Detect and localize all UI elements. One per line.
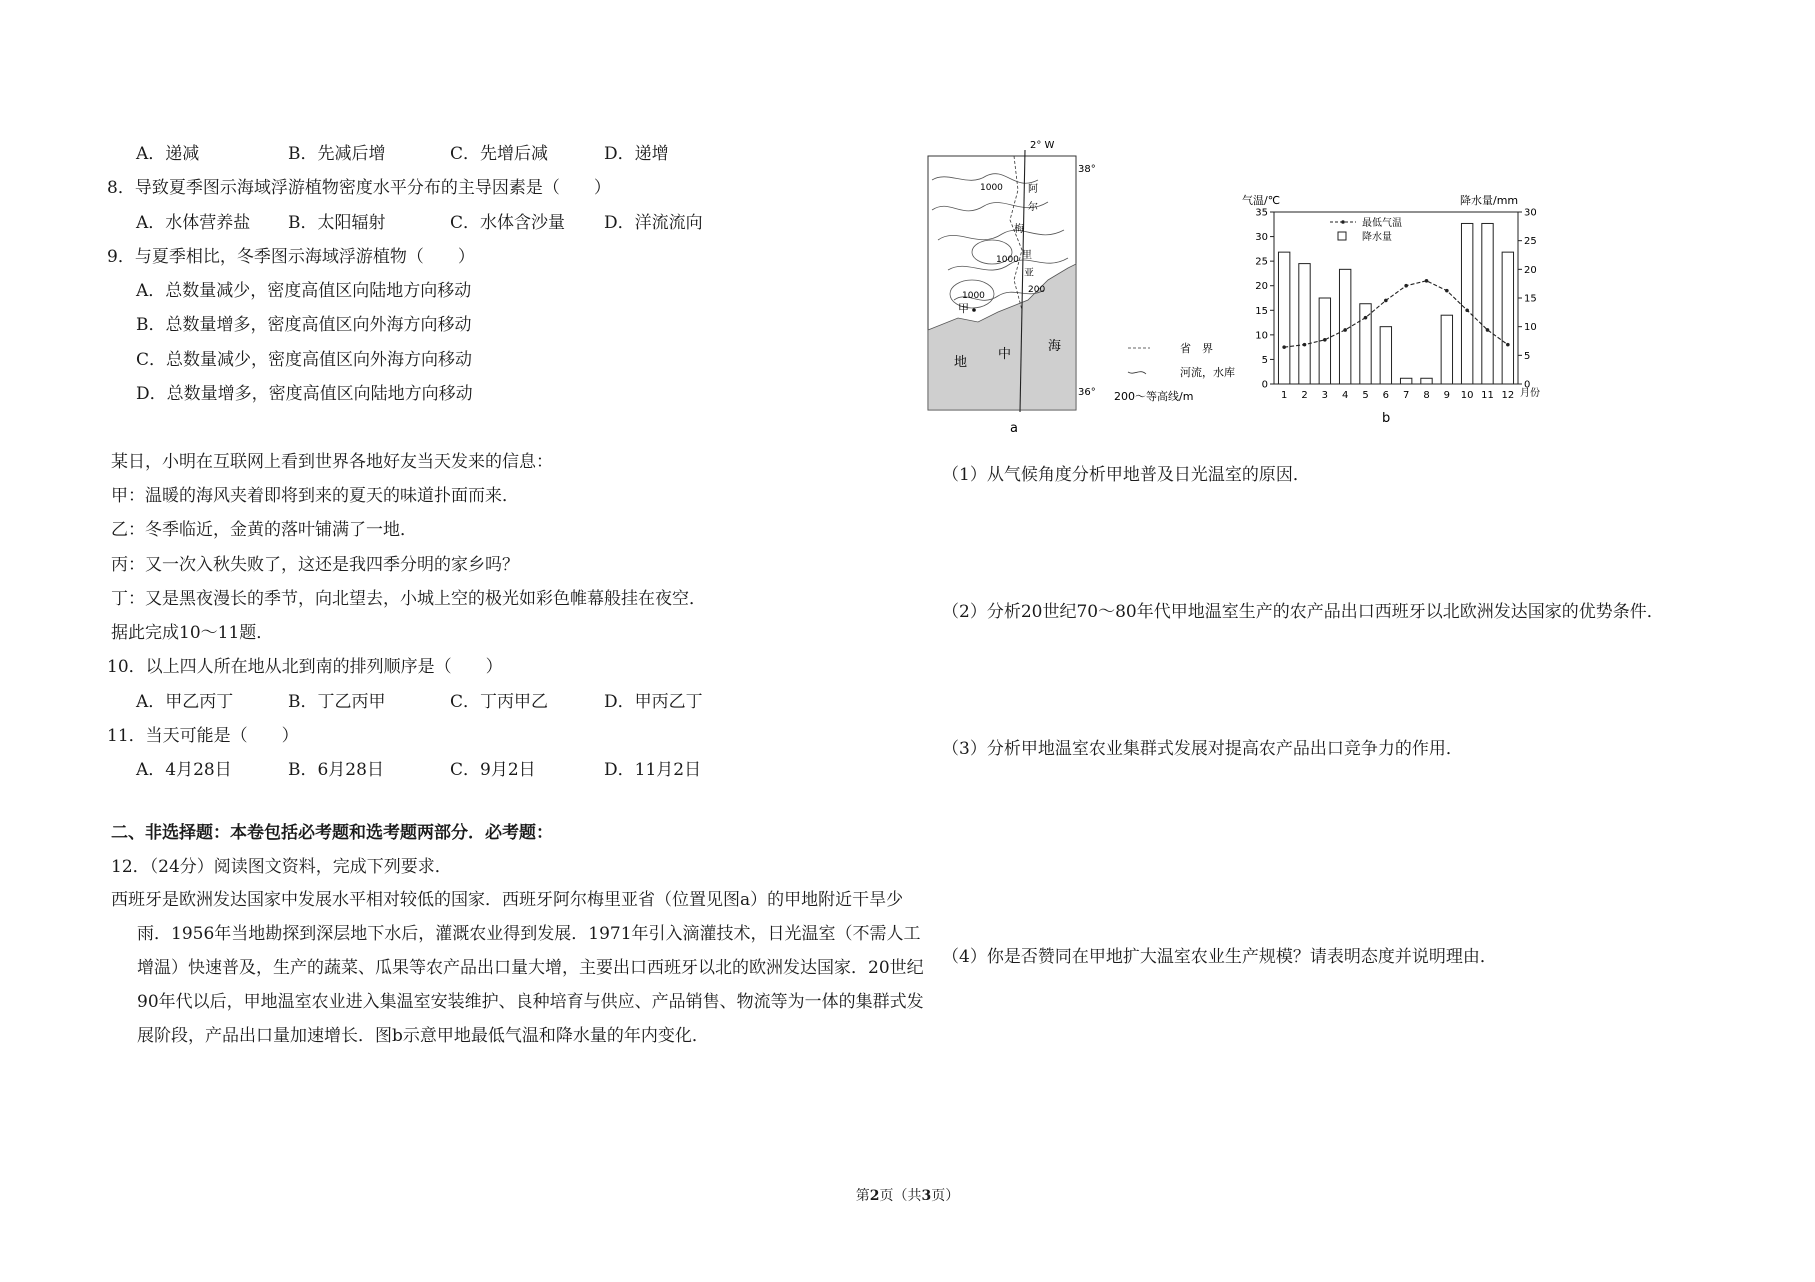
q12-sub4: （4）你是否赞同在甲地扩大温室农业生产规模？请表明态度并说明理由． — [942, 947, 1497, 967]
chart-point-temp — [1445, 289, 1449, 293]
map-sea-char: 海 — [1048, 339, 1062, 354]
q12-stem: 12．（24分）阅读图文资料，完成下列要求． — [111, 857, 452, 877]
chart-xtick-label: 4 — [1341, 390, 1349, 401]
legend-river-label: 河流，水库 — [1180, 366, 1235, 379]
chart-point-temp — [1425, 279, 1429, 283]
map-place-jia: 甲 — [958, 302, 969, 315]
q10-option-d: D．甲丙乙丁 — [604, 692, 703, 712]
q8-option-d: D．洋流流向 — [604, 213, 703, 233]
q8-option-a: A．水体营养盐 — [136, 213, 251, 233]
chart-bar-precip — [1421, 378, 1432, 384]
chart-xtick-label: 6 — [1382, 390, 1390, 401]
map-region-char: 尔 — [1028, 202, 1038, 213]
chart-xtick-label: 1 — [1280, 390, 1288, 401]
chart-caption: b — [1382, 411, 1391, 426]
q12-sub1: （1）从气候角度分析甲地普及日光温室的原因． — [942, 465, 1310, 485]
q11-option-b: B．6月28日 — [288, 760, 384, 780]
legend-contour-label: 200～等高线/m — [1114, 390, 1194, 403]
q8-option-b: B．太阳辐射 — [288, 213, 386, 233]
map-contour-label: 1000 — [980, 183, 1003, 193]
section2-heading: 二、非选择题：本卷包括必考题和选考题两部分．必考题： — [111, 823, 553, 843]
chart-ylabel-right: 降水量/mm — [1460, 194, 1519, 207]
map-lon-label: 2° W — [1030, 140, 1055, 151]
chart-bar-precip — [1461, 223, 1472, 384]
map-sea-char: 中 — [998, 347, 1012, 362]
q12-material: 西班牙是欧洲发达国家中发展水平相对较低的国家．西班牙阿尔梅里亚省（位置见图a）的甲地附近干旱少雨．1956年当地勘探到深层地下水后，灌溉农业得到发展．1971年引入滴灌技术，日光温室（不需人工增温）快速普及，生产的蔬菜、瓜果等农产品出口量大增，主要出口西班牙以北的欧洲发达国家．20世纪90年代以后，甲地温室农业进入集温室安装维护、良种培育与供应、产品销售、物流等为一体的集群式发展阶段，产品出口量加速增长．图b示意甲地最低气温和降水量的年内变化． — [111, 890, 924, 1046]
q10-option-a: A．甲乙丙丁 — [136, 692, 234, 712]
intro-task: 据此完成10～11题． — [111, 623, 274, 643]
chart-xtick-label: 9 — [1443, 390, 1451, 401]
chart-xtick-label: 10 — [1460, 390, 1474, 401]
chart-bar-precip — [1380, 327, 1391, 384]
chart-ytick-label-left: 20 — [1255, 281, 1268, 293]
chart-bar-precip — [1278, 252, 1289, 384]
intro-bing: 丙：又一次入秋失败了，这还是我四季分明的家乡吗？ — [111, 555, 519, 575]
map-region-char: 阿 — [1028, 184, 1038, 195]
chart-xtick-label: 5 — [1362, 390, 1369, 401]
q9-option-b: B．总数量增多，密度高值区向外海方向移动 — [136, 315, 472, 335]
chart-point-temp — [1323, 338, 1327, 342]
q11-stem: 11．当天可能是（ ） — [107, 726, 299, 746]
q10-option-c: C．丁丙甲乙 — [450, 692, 549, 712]
chart-ytick-label-left: 30 — [1255, 232, 1268, 244]
legend-temp-dot — [1341, 220, 1345, 224]
map-region-char: 亚 — [1024, 268, 1034, 279]
page-footer — [0, 1185, 1815, 1205]
chart-ytick-label-right: 10 — [1524, 322, 1537, 334]
q11-option-d: D．11月2日 — [604, 760, 702, 780]
q9-stem: 9．与夏季相比，冬季图示海域浮游植物（ ） — [107, 247, 475, 267]
map-figure-a — [918, 140, 1248, 440]
map-region-char: 梅 — [1014, 224, 1024, 235]
q9-option-d: D．总数量增多，密度高值区向陆地方向移动 — [136, 384, 473, 404]
legend-precip-label: 降水量 — [1362, 232, 1392, 243]
legend-river-symbol — [1128, 372, 1146, 374]
chart-line-temp — [1284, 281, 1508, 347]
map-contour-label: 200 — [1028, 285, 1046, 295]
map-lat-bottom: 36° — [1078, 387, 1096, 398]
footer-total-pages: 3 — [921, 1188, 932, 1204]
chart-point-temp — [1343, 328, 1347, 332]
q7-option-b: B．先减后增 — [288, 144, 386, 164]
chart-ytick-label-left: 0 — [1261, 379, 1268, 391]
map-sea-char: 地 — [954, 355, 968, 370]
chart-point-temp — [1404, 284, 1408, 288]
chart-point-temp — [1506, 343, 1510, 347]
q7-option-c: C．先增后减 — [450, 144, 549, 164]
q8-stem: 8．导致夏季图示海域浮游植物密度水平分布的主导因素是（ ） — [107, 178, 611, 198]
q10-option-b: B．丁乙丙甲 — [288, 692, 386, 712]
chart-bar-precip — [1441, 315, 1452, 384]
intro-jia: 甲：温暖的海风夹着即将到来的夏天的味道扑面而来． — [111, 486, 519, 506]
chart-bar-precip — [1299, 264, 1310, 384]
chart-bar-precip — [1502, 252, 1513, 384]
q9-option-c: C．总数量减少，密度高值区向外海方向移动 — [136, 350, 473, 370]
chart-point-temp — [1364, 316, 1368, 320]
chart-xtick-label: 12 — [1501, 390, 1515, 401]
footer-post: 页） — [931, 1188, 960, 1204]
map-place-dot — [972, 308, 976, 312]
q11-option-a: A．4月28日 — [136, 760, 232, 780]
intro-yi: 乙：冬季临近，金黄的落叶铺满了一地． — [111, 520, 417, 540]
map-region-char: 里 — [1022, 250, 1032, 261]
chart-point-temp — [1465, 308, 1469, 312]
q7-option-a: A．递减 — [136, 144, 200, 164]
chart-bar-precip — [1482, 223, 1493, 384]
chart-point-temp — [1282, 345, 1286, 349]
chart-ytick-label-right: 5 — [1524, 350, 1531, 362]
chart-ytick-label-right: 20 — [1524, 264, 1537, 276]
chart-ytick-label-left: 25 — [1255, 256, 1268, 268]
intro-lead: 某日，小明在互联网上看到世界各地好友当天发来的信息： — [111, 452, 553, 472]
chart-xtick-label: 7 — [1402, 390, 1410, 401]
chart-ylabel-left: 气温/℃ — [1242, 194, 1281, 207]
q8-option-c: C．水体含沙量 — [450, 213, 566, 233]
map-contour-label: 1000 — [962, 291, 985, 301]
footer-pre: 第 — [855, 1188, 870, 1204]
map-caption: a — [1010, 421, 1018, 436]
chart-xtick-label: 2 — [1301, 390, 1308, 401]
climate-chart-b — [1240, 190, 1560, 430]
map-lat-top: 38° — [1078, 164, 1096, 175]
chart-point-temp — [1303, 343, 1307, 347]
chart-point-temp — [1384, 299, 1388, 303]
q12-sub2: （2）分析20世纪70～80年代甲地温室生产的农产品出口西班牙以北欧洲发达国家的优势条件． — [942, 602, 1664, 622]
chart-xtick-label: 3 — [1321, 390, 1329, 401]
chart-xtick-label: 11 — [1481, 390, 1494, 401]
chart-ytick-label-left: 10 — [1255, 330, 1268, 342]
map-contour-label: 1000 — [996, 255, 1019, 265]
q12-sub3: （3）分析甲地温室农业集群式发展对提高农产品出口竞争力的作用． — [942, 739, 1463, 759]
q7-option-d: D．递增 — [604, 144, 669, 164]
legend-boundary-label: 省 界 — [1180, 342, 1213, 355]
chart-ytick-label-right: 30 — [1524, 207, 1537, 219]
chart-bar-precip — [1400, 378, 1411, 384]
q11-option-c: C．9月2日 — [450, 760, 536, 780]
legend-temp-label: 最低气温 — [1362, 218, 1402, 229]
intro-ding: 丁：又是黑夜漫长的季节，向北望去，小城上空的极光如彩色帷幕般挂在夜空． — [111, 589, 706, 609]
footer-mid: 页（共 — [879, 1188, 922, 1204]
chart-ytick-label-left: 15 — [1255, 305, 1268, 317]
chart-ytick-label-left: 35 — [1255, 207, 1268, 219]
q10-stem: 10．以上四人所在地从北到南的排列顺序是（ ） — [107, 657, 503, 677]
chart-ytick-label-left: 5 — [1261, 354, 1268, 366]
chart-bar-precip — [1360, 304, 1371, 384]
legend-precip-symbol — [1338, 232, 1346, 240]
chart-xtick-label: 8 — [1423, 390, 1430, 401]
footer-page-number: 2 — [869, 1188, 880, 1204]
chart-point-temp — [1486, 328, 1490, 332]
chart-ytick-label-right: 25 — [1524, 236, 1537, 248]
chart-ytick-label-right: 0 — [1524, 379, 1531, 391]
q9-option-a: A．总数量减少，密度高值区向陆地方向移动 — [136, 281, 472, 301]
chart-xlabel: 月份 — [1520, 388, 1540, 399]
chart-plot-area — [1255, 208, 1536, 402]
chart-ytick-label-right: 15 — [1524, 293, 1537, 305]
chart-bar-precip — [1339, 269, 1350, 384]
